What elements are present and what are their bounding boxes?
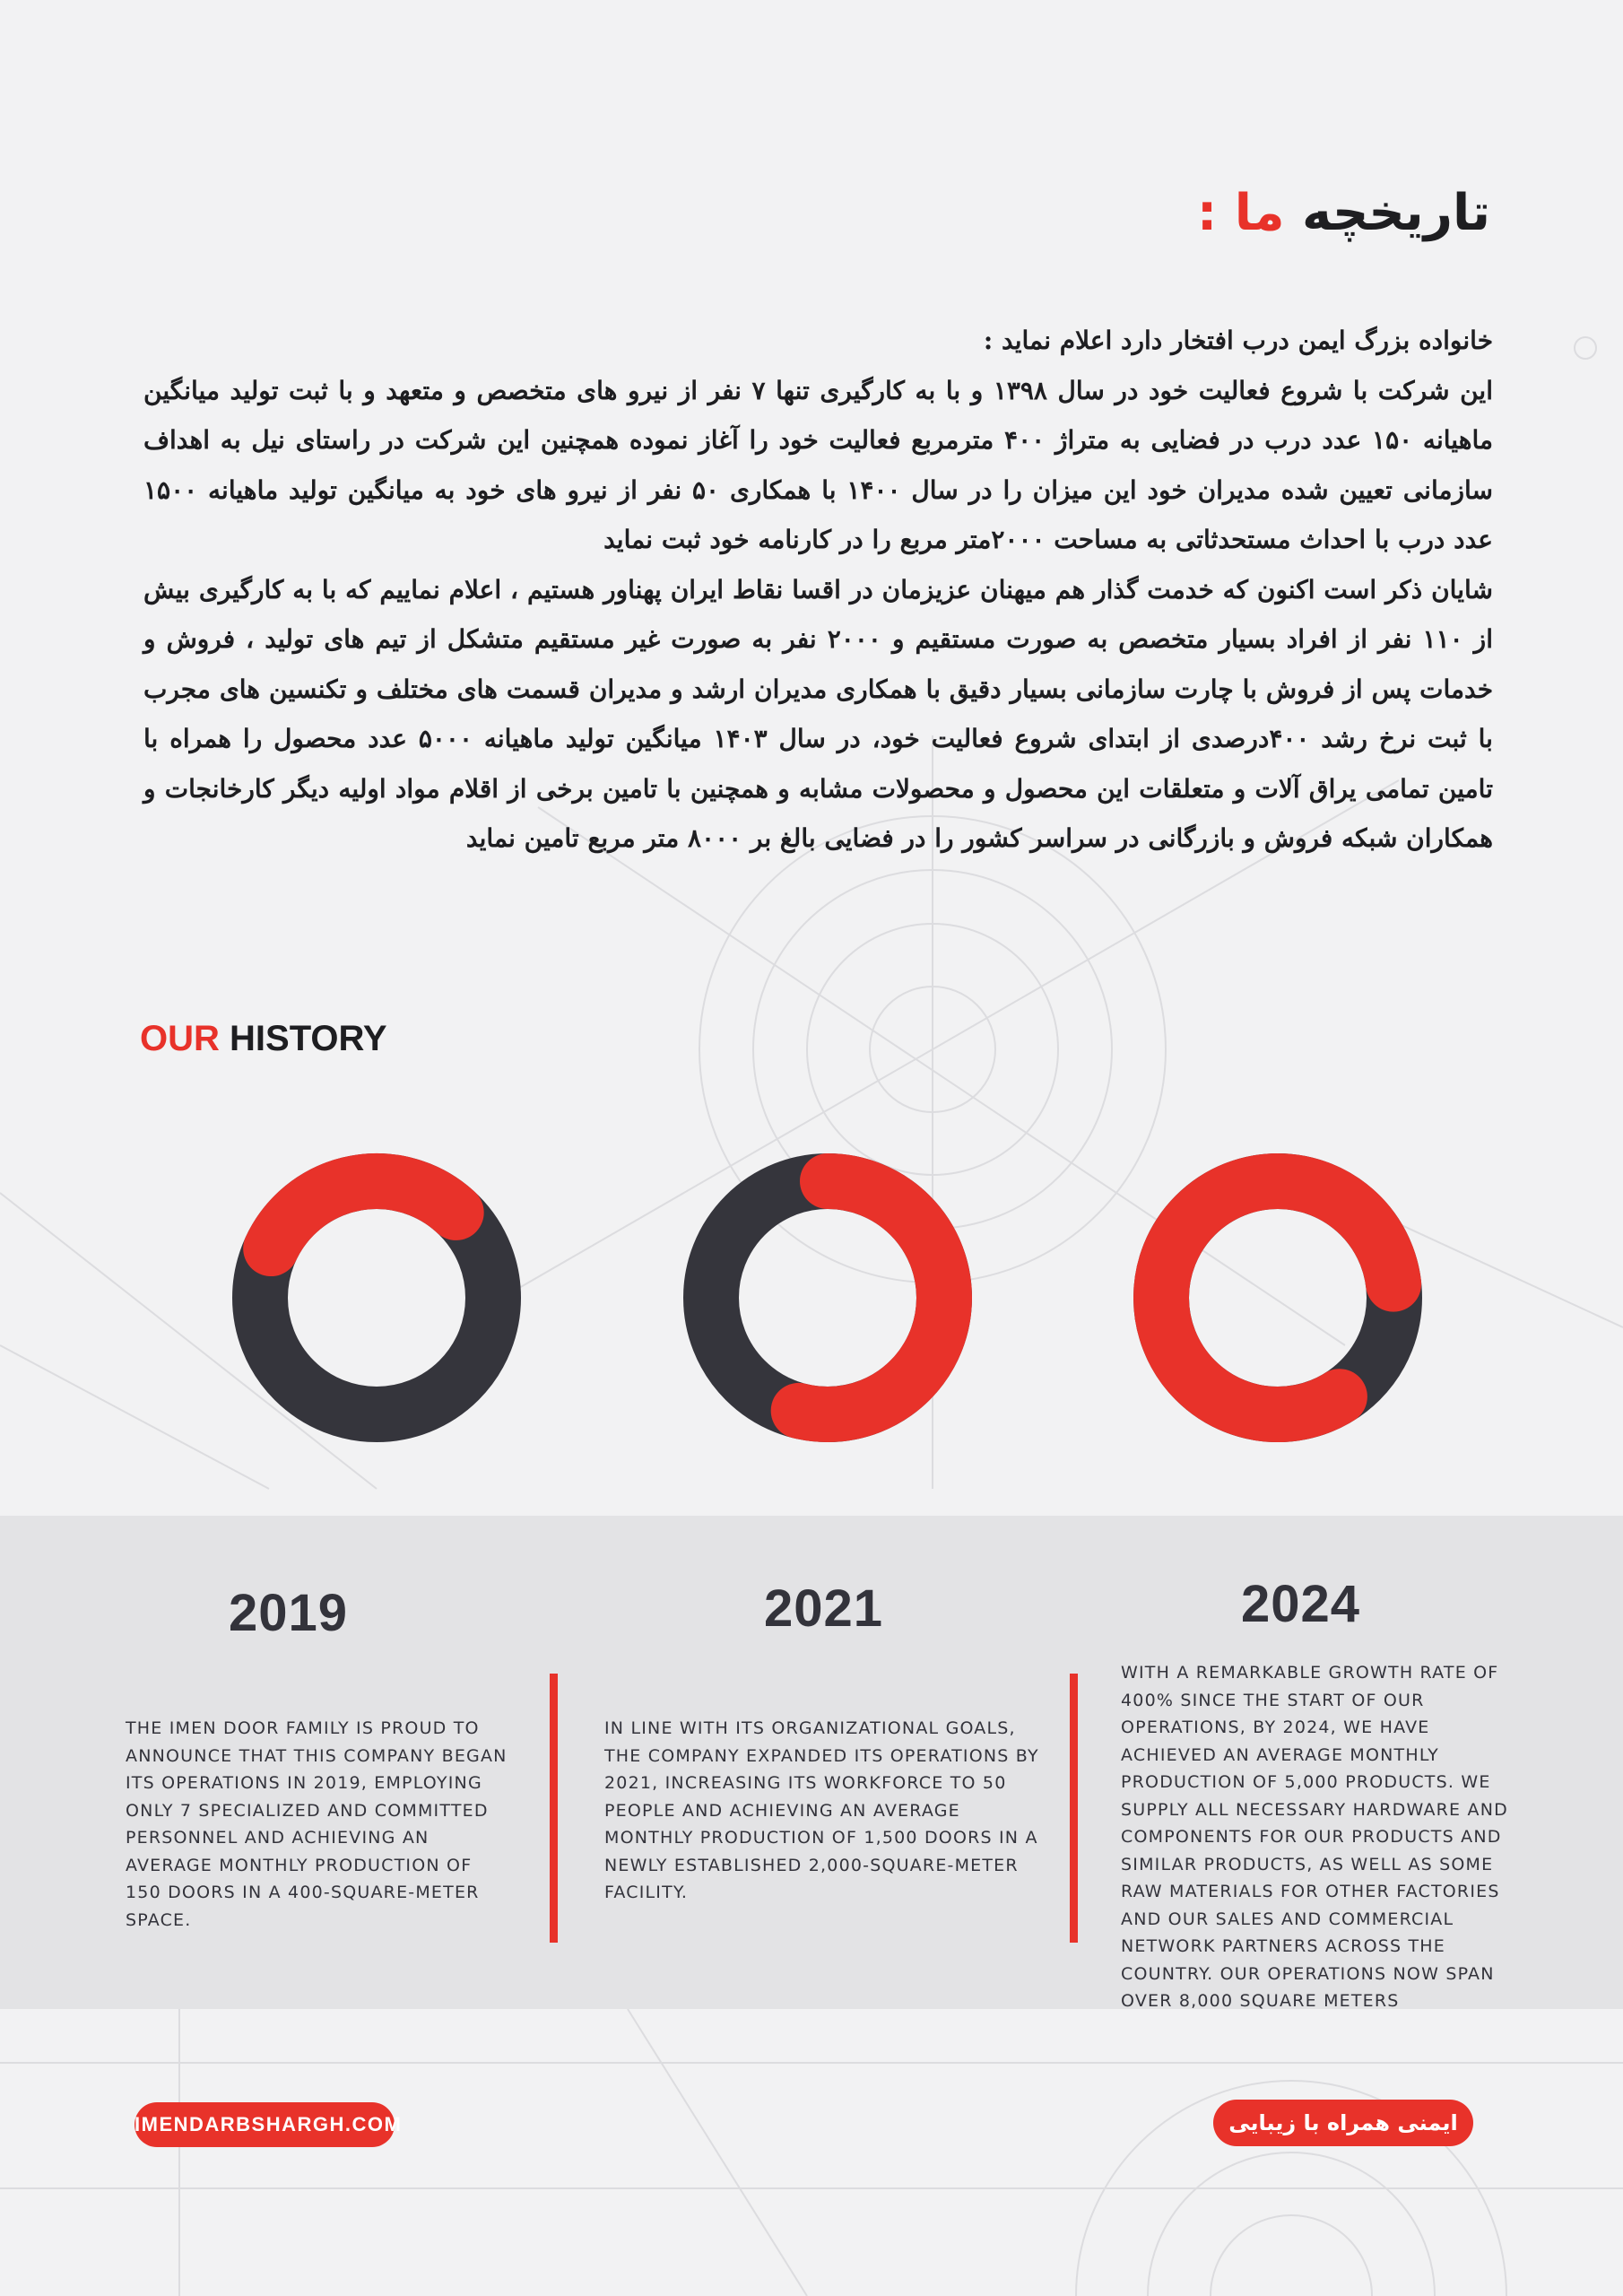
heading-main: HISTORY: [230, 1019, 387, 1058]
milestones-band: [0, 1516, 1623, 2009]
year-2019: 2019: [229, 1584, 349, 1642]
farsi-paragraph: شایان ذکر است اکنون که خدمت گذار هم میهنان عزیزمان در اقسا نقاط ایران پهناور هستیم ، اعلام نماییم که با به کارگیری بیش از ۱۱۰ نفر از افراد بسیار متخصص به صورت مستقیم و ۲۰۰۰ نفر به صورت غیر مستقیم متشکل از تیم های تولید ، فروش و خدمات پس از فروش با چارت سازمانی بسیار دقیق با همکاری مدیران ارشد و مدیران قسمت های مختلف و تکنسین های مجرب با ثبت نرخ رشد ۴۰۰درصدی از ابتدای شروع فعالیت خود، در سال ۱۴۰۳ میانگین تولید ماهیانه ۵۰۰۰ عدد محصول را همراه با تامین تمامی یراق آلات و متعلقات این محصول و محصولات مشابه و همچنین با تامین برخی از اقلام مواد اولیه دیگر کارخانجات و همکاران شبکه فروش و بازرگانی در سراسر کشور را در فضایی بالغ بر ۸۰۰۰ متر مربع تامین نماید: [143, 574, 1493, 853]
slogan-badge: ایمنی همراه با زیبایی: [1213, 2100, 1473, 2146]
milestone-text-2021: IN LINE WITH ITS ORGANIZATIONAL GOALS, THE COMPANY EXPANDED ITS OPERATIONS BY 2021, INCREASING ITS WORKFORCE TO 50 PEOPLE AND ACHIEVING AN AVERAGE MONTHLY PRODUCTION OF 1,500 DOORS IN A NEWLY ESTABLISHED 2,000-SQUARE-METER FACILITY.: [604, 1718, 1039, 1902]
divider-line: [1070, 1674, 1078, 1943]
milestone-text-2024: WITH A REMARKABLE GROWTH RATE OF 400% SINCE THE START OF OUR OPERATIONS, BY 2024, WE HAVE ACHIEVED AN AVERAGE MONTHLY PRODUCTION OF 5,000 PRODUCTS. WE SUPPLY ALL NECESSARY HARDWARE AND COMPONENTS FOR OUR PRODUCTS AND SIMILAR PRODUCTS, AS WELL AS SOME RAW MATERIALS FOR OTHER FACTORIES AND OUR SALES AND COMMERCIAL NETWORK PARTNERS ACROSS THE COUNTRY. OUR OPERATIONS NOW SPAN OVER 8,000 SQUARE METERS: [1121, 1663, 1508, 2011]
our-history-heading: [140, 1019, 387, 1059]
title-accent: ما :: [1196, 184, 1285, 242]
farsi-paragraph: خانواده بزرگ ایمن درب افتخار دارد اعلام نماید :: [983, 326, 1493, 355]
heading-accent: OUR: [140, 1019, 220, 1058]
donut-progress-2019: [271, 1181, 456, 1248]
year-2021: 2021: [764, 1579, 884, 1638]
divider-line: [550, 1674, 558, 1943]
website-link[interactable]: IMENDARBSHARGH.COM: [135, 2102, 395, 2147]
milestone-text-2019: THE IMEN DOOR FAMILY IS PROUD TO ANNOUNCE THAT THIS COMPANY BEGAN ITS OPERATIONS IN 2019, EMPLOYING ONLY 7 SPECIALIZED AND COMMITTED PERSONNEL AND ACHIEVING AN AVERAGE MONTHLY PRODUCTION OF 150 DOORS IN A 400-SQUARE-METER SPACE.: [126, 1718, 508, 1930]
farsi-body-text: [143, 316, 1493, 864]
title-main: تاریخچه: [1302, 184, 1490, 242]
page-title-farsi: [1197, 184, 1490, 242]
donut-progress-2024: [1161, 1181, 1393, 1414]
progress-donuts: [0, 1139, 1623, 1471]
donut-progress-2021: [799, 1181, 944, 1414]
year-2024: 2024: [1241, 1575, 1361, 1633]
farsi-paragraph: این شرکت با شروع فعالیت خود در سال ۱۳۹۸ و با به کارگیری تنها ۷ نفر از نیرو های متخصص و متعهد و با ثبت تولید میانگین ماهیانه ۱۵۰ عدد درب در فضایی به متراژ ۴۰۰ مترمربع فعالیت خود را آغاز نموده همچنین این شرکت در راستای نیل به اهداف سازمانی تعیین شده مدیران خود این میزان را در سال ۱۴۰۰ با همکاری ۵۰ نفر از نیرو های خود به میانگین تولید ماهیانه ۱۵۰۰ عدد درب با احداث مستحدثاتی به مساحت ۲۰۰۰متر مربع را در کارنامه خود ثبت نماید: [143, 375, 1494, 554]
